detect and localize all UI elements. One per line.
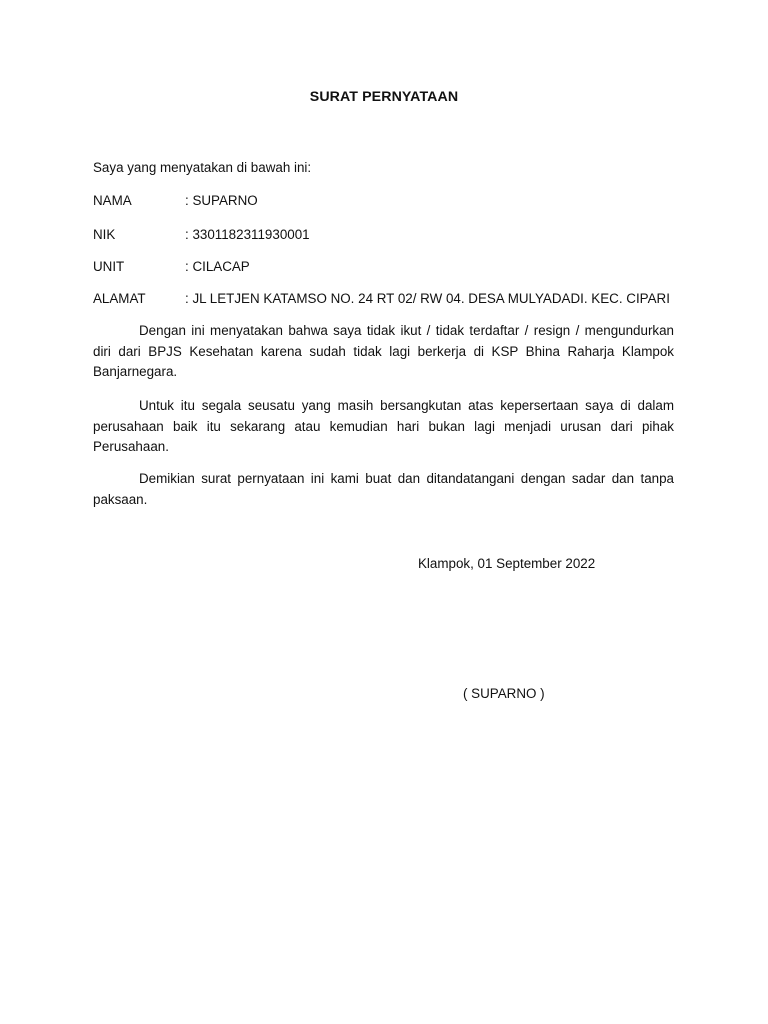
field-nik <box>93 227 693 242</box>
field-value: : CILACAP <box>185 259 250 274</box>
paragraph-closing: Demikian surat pernyataan ini kami buat dan ditandatangani dengan sadar dan tanpa paksaan. <box>93 471 674 507</box>
field-value: : JL LETJEN KATAMSO NO. 24 RT 02/ RW 04. DESA MULYADADI. KEC. CIPARI <box>185 291 670 306</box>
field-unit <box>93 259 693 274</box>
paragraph-statement: Dengan ini menyatakan bahwa saya tidak ikut / tidak terdaftar / resign / mengundurkan diri dari BPJS Kesehatan karena sudah tidak lagi berkerja di KSP Bhina Raharja Klampok Banjarnegara. <box>93 323 674 379</box>
document-title: SURAT PERNYATAAN <box>309 89 459 105</box>
field-value: : 3301182311930001 <box>185 227 310 242</box>
field-label: NAMA <box>93 193 132 208</box>
field-value: : SUPARNO <box>185 193 258 208</box>
signer-name: ( SUPARNO ) <box>463 686 545 701</box>
field-alamat <box>93 291 693 306</box>
field-label: NIK <box>93 227 116 242</box>
place-date: Klampok, 01 September 2022 <box>418 556 596 571</box>
field-nama <box>93 193 693 208</box>
paragraph-consequence: Untuk itu segala seusatu yang masih bersangkutan atas kepersertaan saya di dalam perusahaan baik itu sekarang atau kemudian hari bukan lagi menjadi urusan dari pihak Perusahaan. <box>93 398 674 454</box>
field-label: UNIT <box>93 259 125 274</box>
intro-text: Saya yang menyatakan di bawah ini: <box>93 160 312 175</box>
field-label: ALAMAT <box>93 291 146 306</box>
